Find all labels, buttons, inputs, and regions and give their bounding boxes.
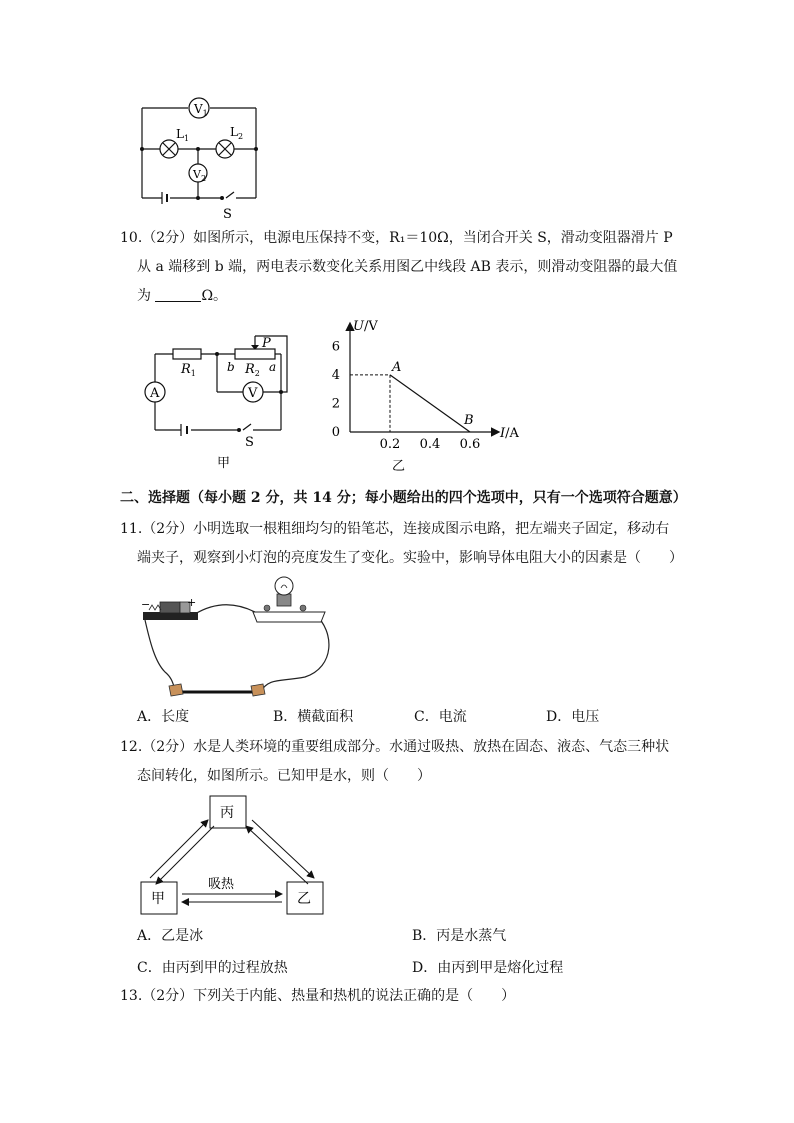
- right-clip-icon[interactable]: [251, 684, 265, 696]
- q11-option-c[interactable]: C．电流: [414, 709, 467, 725]
- switch-s-label: S: [223, 207, 232, 222]
- lamp-l2-icon: [216, 140, 234, 158]
- q11-option-b[interactable]: B．横截面积: [273, 709, 354, 725]
- pencil-lead-circuit-figure: [135, 572, 345, 702]
- v1-label: $V_1$: [194, 102, 208, 118]
- point-b-label: B: [464, 413, 474, 428]
- figure-caption-yi: 乙: [392, 459, 406, 474]
- x-tick-label: 0.6: [459, 437, 481, 452]
- y-axis-label: U/V: [353, 319, 378, 334]
- rheostat-circuit-figure: [135, 330, 295, 475]
- r2-label: $R_2$: [245, 362, 260, 378]
- y-tick-label: 6: [331, 339, 340, 355]
- q12-option-c[interactable]: C．由丙到甲的过程放热: [137, 960, 288, 976]
- x-axis-label: I/A: [500, 426, 519, 441]
- left-clip-icon: [169, 684, 183, 696]
- q11-option-a[interactable]: A．长度: [137, 709, 190, 725]
- u-i-graph: [325, 319, 519, 474]
- q11-line-1: 11.（2分）小明选取一根粗细均匀的铅笔芯，连接成图示电路，把左端夹子固定，移动右: [120, 521, 670, 537]
- end-b-label: b: [227, 360, 235, 374]
- arrow-bing-to-jia: [156, 826, 214, 884]
- v2-label: $V_2$: [193, 168, 207, 183]
- arrow-bing-to-yi: [252, 820, 314, 878]
- resistor-r1-icon: [173, 349, 201, 359]
- slider-p-label: P: [262, 336, 271, 351]
- end-a-label: a: [269, 360, 277, 374]
- q10-line-3: 为 Ω。: [137, 288, 228, 304]
- q12-line-2: 态间转化，如图所示。已知甲是水，则（ ）: [137, 768, 431, 784]
- absorb-heat-label: 吸热: [208, 877, 235, 892]
- lamp-l1-icon: [160, 140, 178, 158]
- series-lamp-circuit-figure: [130, 92, 270, 222]
- arrow-yi-to-bing: [246, 826, 308, 884]
- q12-line-1: 12.（2分）水是人类环境的重要组成部分。水通过吸热、放热在固态、液态、气态三种状: [120, 739, 670, 755]
- question-13: [120, 982, 680, 1011]
- y-tick-label: 0: [331, 425, 340, 440]
- question-11: [120, 515, 683, 573]
- q11-option-d[interactable]: D．电压: [546, 709, 600, 725]
- question-10: [120, 224, 680, 311]
- figure-caption-jia: 甲: [217, 456, 231, 471]
- q10-line-1: 10.（2分）如图所示，电源电压保持不变，R₁＝10Ω，当闭合开关 S，滑动变阻器滑片 P: [120, 230, 673, 246]
- x-tick-label: 0.2: [379, 437, 401, 452]
- battery-minus-label: −: [141, 598, 151, 611]
- box-yi-label: 乙: [297, 891, 311, 907]
- box-jia-label: 甲: [151, 891, 165, 907]
- box-bing-label: 丙: [220, 805, 234, 821]
- y-tick-label: 2: [331, 396, 340, 412]
- ammeter-label: A: [150, 386, 160, 401]
- x-tick-label: 0.4: [419, 437, 441, 452]
- l1-label: $L_1$: [176, 127, 190, 143]
- state-change-diagram: [130, 790, 360, 920]
- section-2-heading: 二、选择题（每小题 2 分，共 14 分；每小题给出的四个选项中，只有一个选项符合题意）: [120, 490, 687, 506]
- q12-option-d[interactable]: D．由丙到甲是熔化过程: [412, 960, 564, 976]
- answer-blank[interactable]: [155, 287, 201, 302]
- q12-option-b[interactable]: B．丙是水蒸气: [412, 928, 507, 944]
- light-bulb-icon: [253, 577, 325, 622]
- question-12: [120, 733, 680, 791]
- point-a-label: A: [392, 359, 402, 375]
- arrow-jia-to-bing: [150, 820, 208, 878]
- r1-label: $R_1$: [181, 362, 196, 378]
- q11-line-2: 端夹子，观察到小灯泡的亮度发生了变化。实验中，影响导体电阻大小的因素是（ ）: [137, 550, 683, 566]
- voltmeter-label: V: [248, 386, 258, 401]
- q13-line-1: 13.（2分）下列关于内能、热量和热机的说法正确的是（ ）: [120, 988, 516, 1004]
- q10-line-2: 从 a 端移到 b 端，两电表示数变化关系用图乙中线段 AB 表示，则滑动变阻器的最大值: [137, 259, 678, 275]
- switch-s-label: S: [245, 435, 254, 450]
- segment-ab: [390, 375, 470, 432]
- y-tick-label: 4: [331, 367, 340, 383]
- battery-plus-label: +: [187, 596, 197, 609]
- l2-label: $L_2$: [230, 125, 244, 141]
- q12-option-a[interactable]: A．乙是冰: [137, 928, 204, 944]
